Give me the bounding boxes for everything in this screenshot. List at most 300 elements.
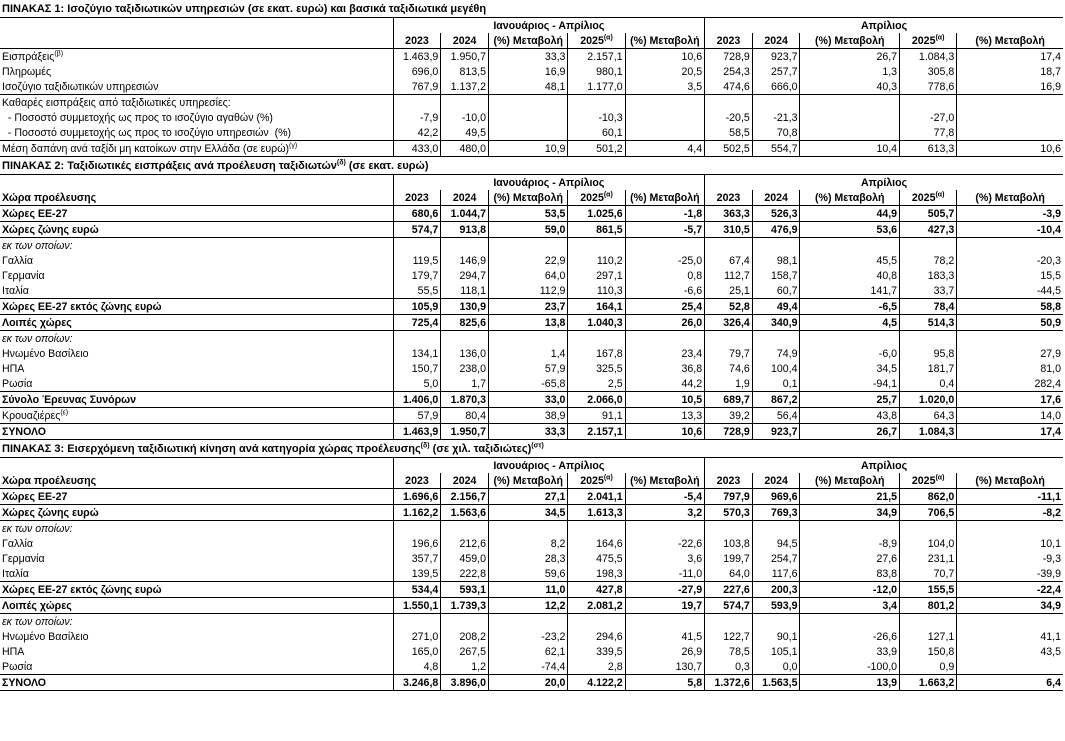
table-cell: 64,0	[705, 566, 753, 582]
table-cell: -10,0	[441, 110, 489, 125]
table-cell: 526,3	[752, 206, 800, 222]
table-cell	[393, 614, 441, 630]
table-cell	[705, 614, 753, 630]
row-label	[0, 331, 393, 347]
table-cell: 23,4	[625, 346, 704, 361]
table-row	[0, 536, 1063, 551]
table-cell: 12,2	[488, 598, 567, 614]
period-header-jan-apr: Ιανουάριος - Απρίλιος	[393, 175, 705, 191]
table-cell: 3,2	[625, 505, 704, 521]
table-cell: 1,9	[705, 376, 753, 392]
table-cell: 33,3	[488, 424, 567, 440]
table-cell	[900, 521, 957, 537]
period-header-row	[0, 18, 1063, 34]
table-cell: 39,2	[705, 408, 753, 424]
row-label-text: Κρουαζιέρες	[2, 409, 61, 422]
table-cell	[900, 238, 957, 254]
table-cell: 105,1	[752, 644, 800, 659]
table-cell: 2.156,7	[441, 489, 489, 505]
table-row	[0, 392, 1063, 408]
table-cell: 294,7	[441, 268, 489, 283]
period-header-jan-apr: Ιανουάριος - Απρίλιος	[393, 18, 705, 34]
table-cell: 199,7	[705, 551, 753, 566]
table-cell	[800, 95, 900, 111]
column-header	[900, 190, 957, 206]
table-cell: 27,9	[957, 346, 1063, 361]
table-cell: 59,6	[488, 566, 567, 582]
table-cell: 33,7	[900, 283, 957, 299]
table-cell: 1.177,0	[568, 79, 625, 95]
table-cell: 1,2	[441, 659, 489, 675]
row-label-text: Ιταλία	[2, 284, 29, 297]
table-cell: 136,0	[441, 346, 489, 361]
column-header-text: 2025	[580, 34, 604, 47]
table-cell: 11,0	[488, 582, 567, 598]
table-cell: 42,2	[393, 125, 441, 141]
table-cell: -3,9	[957, 206, 1063, 222]
column-header-text: (%) Μεταβολή	[630, 191, 700, 204]
table-row	[0, 424, 1063, 440]
row-label-text: Χώρες ΕΕ-27 εκτός ζώνης ευρώ	[2, 300, 162, 313]
table-cell: -21,3	[752, 110, 800, 125]
row-label	[0, 598, 393, 614]
table-cell: 110,3	[568, 283, 625, 299]
table-cell: 305,8	[900, 64, 957, 79]
table-cell: 1.950,7	[441, 49, 489, 65]
table-cell: 2.081,2	[568, 598, 625, 614]
table-cell	[568, 521, 625, 537]
table-cell: 33,9	[800, 644, 900, 659]
table-cell: 501,2	[568, 141, 625, 157]
row-label	[0, 408, 393, 424]
table-cell: 340,9	[752, 315, 800, 331]
table-cell: -94,1	[800, 376, 900, 392]
table-row	[0, 238, 1063, 254]
table-cell: 505,7	[900, 206, 957, 222]
table-cell	[625, 95, 704, 111]
column-header-text: (%) Μεταβολή	[975, 474, 1045, 487]
table-cell: 254,7	[752, 551, 800, 566]
column-header-text: 2024	[452, 34, 477, 47]
table-cell: 23,7	[488, 299, 567, 315]
table-cell: 112,7	[705, 268, 753, 283]
column-header-text: (%) Μεταβολή	[630, 34, 700, 47]
column-header-origin	[0, 33, 393, 49]
row-label	[0, 489, 393, 505]
table-cell: 1.084,3	[900, 49, 957, 65]
row-label-text: εκ των οποίων:	[2, 522, 73, 535]
table-cell	[900, 331, 957, 347]
period-header-row	[0, 175, 1063, 191]
table-cell: 22,9	[488, 253, 567, 268]
table-cell: -10,3	[568, 110, 625, 125]
table-cell: 57,9	[488, 361, 567, 376]
table-cell: 267,5	[441, 644, 489, 659]
table-cell: 459,0	[441, 551, 489, 566]
table-cell	[957, 125, 1063, 141]
table-cell: 1.040,3	[568, 315, 625, 331]
column-header	[957, 33, 1063, 49]
column-header	[705, 33, 753, 49]
table-row	[0, 551, 1063, 566]
table-cell: 53,5	[488, 206, 567, 222]
table-cell: -20,5	[705, 110, 753, 125]
table-cell: 593,1	[441, 582, 489, 598]
table-cell: 10,4	[800, 141, 900, 157]
table-title-row	[0, 440, 1063, 458]
table-cell: 861,5	[568, 222, 625, 238]
table-title-footnote: (δ)	[420, 441, 430, 449]
table-cell: 778,6	[900, 79, 957, 95]
table-cell: 4,5	[800, 315, 900, 331]
period-header-april: Απρίλιος	[705, 458, 1063, 474]
table-cell: -22,6	[625, 536, 704, 551]
table-cell: 254,3	[705, 64, 753, 79]
table-cell	[488, 614, 567, 630]
table-cell: 181,7	[900, 361, 957, 376]
table-cell: 480,0	[441, 141, 489, 157]
table-cell: 427,3	[900, 222, 957, 238]
table-cell: 1,3	[800, 64, 900, 79]
row-label-footnote: (β)	[54, 49, 64, 57]
table-cell: 257,7	[752, 64, 800, 79]
table-cell: 14,0	[957, 408, 1063, 424]
table-cell: 18,7	[957, 64, 1063, 79]
row-label	[0, 283, 393, 299]
table-cell: 26,0	[625, 315, 704, 331]
table-cell: 150,8	[900, 644, 957, 659]
table-cell	[800, 521, 900, 537]
column-header-text: 2023	[716, 191, 741, 204]
table-cell: -22,4	[957, 582, 1063, 598]
table-cell: 867,2	[752, 392, 800, 408]
row-label	[0, 521, 393, 537]
table-cell: 60,7	[752, 283, 800, 299]
row-label-text: Γαλλία	[2, 537, 34, 550]
table-cell: 2,5	[568, 376, 625, 392]
table-cell: 139,5	[393, 566, 441, 582]
table-row	[0, 566, 1063, 582]
table-cell: 15,5	[957, 268, 1063, 283]
table-cell	[568, 238, 625, 254]
column-header	[625, 190, 704, 206]
table-cell: -26,6	[800, 629, 900, 644]
column-header	[488, 190, 567, 206]
table-row	[0, 598, 1063, 614]
row-label-text: - Ποσοστό συμμετοχής ως προς το ισοζύγιο αγαθών (%)	[2, 111, 273, 124]
table-cell: 26,7	[800, 424, 900, 440]
table-cell: 1.084,3	[900, 424, 957, 440]
table-cell	[900, 614, 957, 630]
table-cell: 570,3	[705, 505, 753, 521]
row-label	[0, 614, 393, 630]
table-cell	[957, 614, 1063, 630]
table-cell: 13,9	[800, 675, 900, 691]
table-cell: 40,3	[800, 79, 900, 95]
table-cell: 2,8	[568, 659, 625, 675]
table-cell: 56,4	[752, 408, 800, 424]
table-cell: 90,1	[752, 629, 800, 644]
table-row	[0, 582, 1063, 598]
column-header-text: 2024	[764, 474, 788, 487]
table-cell	[393, 521, 441, 537]
table-cell: 801,2	[900, 598, 957, 614]
table-cell: 44,2	[625, 376, 704, 392]
table-cell: 196,6	[393, 536, 441, 551]
column-header-text: (%) Μεταβολή	[493, 191, 563, 204]
period-header-row	[0, 458, 1063, 474]
table-cell	[900, 95, 957, 111]
table-cell: 2.041,1	[568, 489, 625, 505]
period-header-blank	[0, 458, 393, 474]
column-header	[393, 473, 441, 489]
table-cell: 222,8	[441, 566, 489, 582]
column-header-origin: Χώρα προέλευσης	[0, 473, 393, 489]
table-cell: -6,6	[625, 283, 704, 299]
row-label-text: Εισπράξεις	[2, 50, 55, 63]
table-cell: 1.020,0	[900, 392, 957, 408]
table-row	[0, 79, 1063, 95]
table-cell	[957, 331, 1063, 347]
column-header-text: 2024	[452, 191, 477, 204]
table-cell: 59,0	[488, 222, 567, 238]
row-label	[0, 376, 393, 392]
table-row	[0, 141, 1063, 157]
table-cell: 198,3	[568, 566, 625, 582]
column-header-text: 2025	[911, 34, 936, 47]
table-cell: -100,0	[800, 659, 900, 675]
table-cell: -27,9	[625, 582, 704, 598]
table-cell: 95,8	[900, 346, 957, 361]
table-cell: 0,3	[705, 659, 753, 675]
column-header-text: 2024	[764, 191, 788, 204]
table-cell: 43,8	[800, 408, 900, 424]
row-label	[0, 253, 393, 268]
table-cell: -44,5	[957, 283, 1063, 299]
column-header-text: 2025	[580, 474, 604, 487]
table-row	[0, 253, 1063, 268]
column-header-text: 2025	[911, 474, 936, 487]
table-title-footnote-2: (στ)	[531, 441, 544, 449]
table-cell: 2.157,1	[568, 49, 625, 65]
table-cell: 3,4	[800, 598, 900, 614]
table-cell	[393, 238, 441, 254]
table-cell: 231,1	[900, 551, 957, 566]
table-cell: -8,2	[957, 505, 1063, 521]
table-cell: 164,1	[568, 299, 625, 315]
table-cell: 363,3	[705, 206, 753, 222]
table-cell: -7,9	[393, 110, 441, 125]
table-cell: 13,3	[625, 408, 704, 424]
table-cell: 17,4	[957, 49, 1063, 65]
table-cell: 78,5	[705, 644, 753, 659]
column-header-text: 2025	[580, 191, 604, 204]
table-cell: 1.406,0	[393, 392, 441, 408]
table-cell: 33,3	[488, 49, 567, 65]
table-cell: 227,6	[705, 582, 753, 598]
table-cell: -8,9	[800, 536, 900, 551]
table-cell	[441, 521, 489, 537]
column-header-footnote: (α)	[935, 473, 945, 481]
period-header-blank	[0, 175, 393, 191]
table-cell: 574,7	[393, 222, 441, 238]
column-header-text: 2025	[911, 191, 936, 204]
table-title	[0, 157, 1063, 175]
table-cell: 58,5	[705, 125, 753, 141]
table-cell: 980,1	[568, 64, 625, 79]
table-cell: 1.950,7	[441, 424, 489, 440]
column-header-footnote: (α)	[935, 190, 945, 198]
table-cell: -20,3	[957, 253, 1063, 268]
column-header	[625, 473, 704, 489]
column-header-footnote: (α)	[603, 473, 613, 481]
table-cell: -27,0	[900, 110, 957, 125]
table-cell: 706,5	[900, 505, 957, 521]
column-header-text: (%) Μεταβολή	[975, 34, 1045, 47]
table-cell	[705, 521, 753, 537]
table-cell	[441, 614, 489, 630]
row-label	[0, 424, 393, 440]
table-cell: 26,9	[625, 644, 704, 659]
row-label-text: ΗΠΑ	[2, 645, 25, 658]
row-label-text: Χώρες ζώνης ευρώ	[2, 223, 99, 236]
row-label-text: Ρωσία	[2, 377, 33, 390]
table-cell: 4.122,2	[568, 675, 625, 691]
table-cell: 514,3	[900, 315, 957, 331]
row-label-text: ΗΠΑ	[2, 362, 25, 375]
table-cell: -25,0	[625, 253, 704, 268]
column-header-text: 2024	[764, 34, 788, 47]
table-cell	[625, 521, 704, 537]
table-cell: 38,9	[488, 408, 567, 424]
table-cell: 122,7	[705, 629, 753, 644]
row-label-text: ΣΥΝΟΛΟ	[2, 676, 47, 689]
row-label	[0, 566, 393, 582]
table-cell: 10,6	[625, 424, 704, 440]
table-cell: 1.463,9	[393, 49, 441, 65]
table-cell: 0,4	[900, 376, 957, 392]
table-cell: 19,7	[625, 598, 704, 614]
row-label-text: Ρωσία	[2, 660, 33, 673]
column-header-footnote: (α)	[603, 33, 613, 41]
table-cell: 1.563,6	[441, 505, 489, 521]
table-cell: 94,5	[752, 536, 800, 551]
column-header	[800, 473, 900, 489]
table-cell: 103,8	[705, 536, 753, 551]
column-header-text: 2024	[452, 474, 477, 487]
table-cell: 134,1	[393, 346, 441, 361]
table-row	[0, 331, 1063, 347]
table-cell: 165,0	[393, 644, 441, 659]
column-header	[488, 33, 567, 49]
table-cell	[800, 238, 900, 254]
row-label-text: Ισοζύγιο ταξιδιωτικών υπηρεσιών	[2, 80, 159, 93]
table-cell	[752, 331, 800, 347]
table-cell: 141,7	[800, 283, 900, 299]
table-cell: -65,8	[488, 376, 567, 392]
table-cell: 44,9	[800, 206, 900, 222]
column-header-row	[0, 473, 1063, 489]
table-cell: -6,5	[800, 299, 900, 315]
table-cell: 923,7	[752, 49, 800, 65]
column-header-row	[0, 190, 1063, 206]
table-cell: 3.896,0	[441, 675, 489, 691]
table-cell: 117,6	[752, 566, 800, 582]
column-header-text: (%) Μεταβολή	[493, 474, 563, 487]
table-row	[0, 268, 1063, 283]
table-cell: 534,4	[393, 582, 441, 598]
table-cell: 34,5	[800, 361, 900, 376]
table-cell: 3.246,8	[393, 675, 441, 691]
table-cell: 100,4	[752, 361, 800, 376]
table-cell: 110,2	[568, 253, 625, 268]
table-cell: 0,8	[625, 268, 704, 283]
table-cell: -11,1	[957, 489, 1063, 505]
table-cell: 613,3	[900, 141, 957, 157]
table-title-row	[0, 0, 1063, 18]
table-row	[0, 408, 1063, 424]
table-row	[0, 125, 1063, 141]
table-cell	[957, 659, 1063, 675]
row-label	[0, 644, 393, 659]
row-label	[0, 222, 393, 238]
table-cell: -11,0	[625, 566, 704, 582]
table-cell: -1,8	[625, 206, 704, 222]
table-cell: 339,5	[568, 644, 625, 659]
table-cell: 36,8	[625, 361, 704, 376]
column-header	[441, 473, 489, 489]
table-cell: 208,2	[441, 629, 489, 644]
table-cell: 55,5	[393, 283, 441, 299]
table-cell: 49,4	[752, 299, 800, 315]
column-header-origin: Χώρα προέλευσης	[0, 190, 393, 206]
row-label	[0, 299, 393, 315]
table-cell: 10,5	[625, 392, 704, 408]
row-label-text: Γαλλία	[2, 254, 34, 267]
table-cell: 20,0	[488, 675, 567, 691]
table-cell: 64,3	[900, 408, 957, 424]
table-cell: 80,4	[441, 408, 489, 424]
table-cell: 25,4	[625, 299, 704, 315]
column-header	[800, 33, 900, 49]
table-cell: 127,1	[900, 629, 957, 644]
table-cell: 689,7	[705, 392, 753, 408]
table-cell: 593,9	[752, 598, 800, 614]
table-row	[0, 49, 1063, 65]
table-cell: 862,0	[900, 489, 957, 505]
row-label	[0, 268, 393, 283]
table-cell: 13,8	[488, 315, 567, 331]
table-cell: 1.137,2	[441, 79, 489, 95]
table-cell: 26,7	[800, 49, 900, 65]
table-cell: -5,7	[625, 222, 704, 238]
table-cell: 78,4	[900, 299, 957, 315]
column-header-footnote: (α)	[935, 33, 945, 41]
row-label	[0, 582, 393, 598]
row-label	[0, 95, 393, 111]
table-cell: 50,9	[957, 315, 1063, 331]
table-cell	[957, 95, 1063, 111]
column-header	[568, 473, 625, 489]
table-cell: 25,7	[800, 392, 900, 408]
table-cell: 923,7	[752, 424, 800, 440]
row-label	[0, 629, 393, 644]
table-cell: 17,4	[957, 424, 1063, 440]
table-title	[0, 0, 1063, 18]
table-cell	[957, 238, 1063, 254]
table-title-text: ΠΙΝΑΚΑΣ 3: Εισερχόμενη ταξιδιωτική κίνηση ανά κατηγορία χώρας προέλευσης	[2, 442, 421, 455]
row-label	[0, 238, 393, 254]
